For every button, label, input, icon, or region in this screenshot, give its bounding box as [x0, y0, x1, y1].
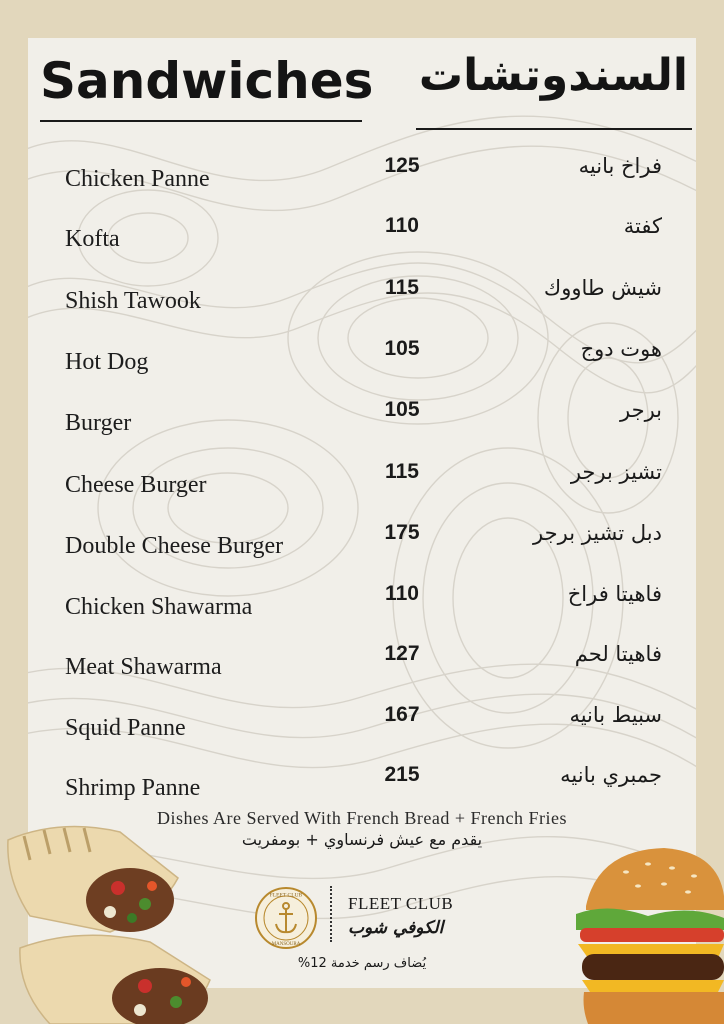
item-name-en: Chicken Shawarma — [65, 594, 253, 620]
menu-item — [28, 642, 696, 682]
served-with-note-ar: يقدم مع عيش فرنساوي + بومفريت — [241, 830, 483, 849]
menu-item — [28, 398, 696, 438]
served-with-note-en: Dishes Are Served With French Bread + French Fries — [156, 808, 567, 828]
title-underline-arabic — [416, 128, 692, 130]
title-arabic: السندوتشات — [418, 50, 688, 101]
item-price: 110 — [385, 582, 419, 605]
item-name-en: Hot Dog — [65, 349, 149, 375]
item-price: 105 — [384, 337, 420, 360]
item-price: 127 — [384, 642, 420, 665]
item-name-en: Shrimp Panne — [65, 775, 201, 801]
title-underline-english — [40, 120, 362, 122]
item-name-ar: فاهيتا فراخ — [567, 582, 662, 606]
menu-item — [28, 703, 696, 743]
item-name-ar: برجر — [620, 398, 662, 422]
item-name-en: Kofta — [65, 226, 120, 252]
shawarma-wraps-image — [0, 820, 220, 1024]
item-price: 115 — [385, 276, 419, 299]
logo-text-top: FLEET CLUB — [269, 892, 303, 899]
item-price: 215 — [384, 763, 420, 786]
logo-text-bottom: MANSOURA — [271, 942, 301, 947]
menu-item — [28, 214, 696, 254]
item-name-en: Cheese Burger — [65, 472, 207, 498]
item-price: 167 — [384, 703, 420, 726]
menu-item — [28, 460, 696, 500]
item-name-ar: سبيط بانيه — [569, 703, 662, 727]
burger-image — [568, 846, 724, 1024]
item-name-en: Double Cheese Burger — [65, 533, 284, 559]
item-name-ar: جمبري بانيه — [560, 763, 662, 787]
item-name-ar: شيش طاووك — [543, 276, 662, 300]
item-name-en: Squid Panne — [65, 715, 186, 741]
item-name-en: Shish Tawook — [65, 288, 201, 314]
item-name-en: Meat Shawarma — [65, 654, 222, 680]
item-price: 110 — [385, 214, 419, 237]
item-price: 125 — [384, 154, 420, 177]
item-name-ar: كفتة — [623, 214, 662, 238]
menu-item — [28, 582, 696, 622]
item-name-en: Chicken Panne — [65, 166, 210, 192]
brand-divider — [330, 886, 332, 942]
menu-item — [28, 337, 696, 377]
item-name-ar: تشيز برجر — [570, 460, 662, 484]
item-name-ar: فاهيتا لحم — [574, 642, 662, 666]
title-english: Sandwiches — [40, 52, 374, 110]
menu-item — [28, 521, 696, 561]
item-name-ar: دبل تشيز برجر — [533, 521, 662, 545]
item-name-ar: هوت دوج — [580, 337, 662, 361]
item-name-ar: فراخ بانيه — [578, 154, 662, 178]
item-price: 115 — [385, 460, 419, 483]
item-name-en: Burger — [65, 410, 132, 436]
brand-name-en: FLEET CLUB — [348, 894, 454, 913]
service-charge-note: يُضاف رسم خدمة 12% — [297, 956, 427, 971]
item-price: 105 — [384, 398, 420, 421]
menu-item — [28, 154, 696, 194]
fleet-club-logo — [254, 886, 318, 950]
brand-name-ar: الكوفي شوب — [348, 918, 444, 938]
menu-item — [28, 763, 696, 803]
item-price: 175 — [384, 521, 420, 544]
menu-item — [28, 276, 696, 316]
